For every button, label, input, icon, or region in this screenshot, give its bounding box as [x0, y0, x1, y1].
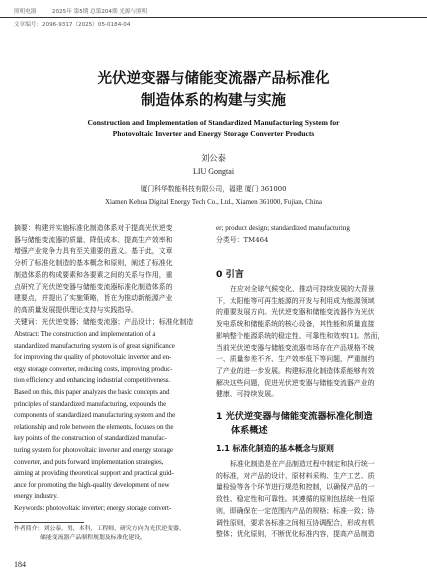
abstract-en-line: Based on this, this paper analyzes the basic concepts and [14, 387, 170, 396]
abstract-cn [14, 223, 206, 328]
intro-line: 健康、可持续发展。 [216, 390, 279, 399]
issue-info: 2025年 第5期 总第204期 光源与照明 [52, 9, 148, 15]
section1-line: 标准化制造是在产品制造过程中制定和执行统一 [230, 460, 375, 468]
abstract-en-line: key points of the construction of standardized manufac- [14, 434, 167, 443]
intro-line: 解决这些问题，促进光伏逆变器与储能变流器产业的 [216, 378, 375, 387]
abstract-en-line: for improving the quality of photovoltaic inverter and en- [14, 353, 172, 362]
section1-line: 调性原则，要求各标准之间相互协调配合，形成有机 [216, 518, 375, 527]
journal-name: 照明电器 [14, 9, 37, 15]
abstract-cn-line: 制造体系的构成要素和各要素之间的关系与作用，重 [14, 270, 173, 279]
abstract-en-line: converter, and puts forward implementation strategies, [14, 457, 164, 466]
abstract-en-line: Abstract: The construction and implementation of a [14, 330, 156, 338]
abstract-cn-line: 点研究了光伏逆变器与储能变流器标准化制造体系的 [14, 282, 173, 291]
intro-line: 一、质量参差不齐、生产效率低下等问题，严重制约 [216, 355, 375, 364]
intro-body [216, 284, 414, 401]
article-number: 文章编号：2096-9317（2025）05-0184-04 [14, 22, 131, 28]
section1-line: 的标准，对产品的设计、原材料采购、生产工艺、质 [216, 471, 375, 480]
abstract-cn-line: 增强产业竞争力具有至关重要的意义。基于此，文章 [14, 247, 173, 256]
abstract-cn-line: 摘要：构建并实施标准化制造体系对于提高光伏逆变 [14, 224, 173, 232]
abstract-en-line: aiming at providing theoretical support and practical guid- [14, 469, 174, 478]
keywords-en-continued: er; product design; standardized manufacturing [216, 224, 350, 232]
abstract-en-line: principles of standardized manufacturing, expounds the [14, 399, 167, 408]
affiliation-en: Xiamen Kehua Digital Energy Tech Co., Ltd., Xiamen 361000, Fujian, China [105, 198, 322, 206]
intro-line: 当前光伏逆变器与储能变流器市场存在产品规格不统 [216, 343, 375, 352]
intro-line: 了产业的进一步发展。构建标准化制造体系能够有效 [216, 366, 375, 375]
abstract-en [14, 329, 206, 515]
intro-line: 在应对全球气候变化、推动可持续发展的大背景 [230, 285, 375, 293]
section1-line: 致性、稳定性和可靠性。其遵循的原则包括统一性原 [216, 495, 375, 504]
author-en: LIU Gongtai [192, 167, 235, 176]
subsection-heading-1-1: 1.1 标准化制造的基本概念与原则 [216, 444, 334, 453]
section-heading-intro: 0 引言 [216, 269, 244, 280]
intro-line: 的重要发展方向。光伏逆变器和储能变流器作为光伏 [216, 308, 375, 317]
section1-line: 整体；优化原则，不断优化标准内容，提高产品制造 [216, 530, 375, 539]
abstract-cn-line: 建要点，并提出了实施策略，旨在为推动新能源产业 [14, 294, 173, 303]
abstract-en-line: energy industry. [14, 492, 58, 501]
section1-line: 则，即确保在一定范围内产品的规格；标准一致；协 [216, 506, 375, 515]
title-en-line1: Construction and Implementation of Standardized Manufacturing System for [87, 118, 340, 127]
title-cn-line1: 光伏逆变器与储能变流器产品标准化 [97, 71, 330, 87]
footnote-line: 作者简介：刘公泰，男，本科，工程师，研究方向为光伏逆变器、 [14, 526, 185, 532]
intro-line: 发电系统和储能系统的核心设备，其性能和质量直接 [216, 320, 375, 329]
abstract-en-line: ance for promoting the high-quality development of new [14, 480, 170, 489]
affiliation-cn: 厦门科华数能科技有限公司，福建 厦门 361000 [140, 185, 287, 193]
keywords-cn: 关键词：光伏逆变器；储能变流器；产品设计；标准化制造 [14, 317, 194, 326]
abstract-cn-line: 器与储能变流器的质量、降低成本、提高生产效率和 [14, 235, 173, 244]
keywords-en: Keywords: photovoltaic inverter; energy storage convert- [14, 503, 172, 512]
intro-line: 影响整个能源系统的稳定性、可靠性和效率[1]。然而， [216, 331, 385, 340]
classification-number: 分类号：TM464 [216, 236, 269, 244]
section-heading-1-line1: 1 光伏逆变器与储能变流器标准化制造 [216, 411, 373, 422]
author-bio [14, 525, 214, 543]
footnote-rule [14, 522, 84, 523]
abstract-cn-line: 的高质量发展提供理论支持与实践指导。 [14, 305, 139, 314]
header-rule [0, 17, 427, 18]
author-cn: 刘公泰 [200, 153, 227, 163]
intro-line: 下，太阳能等可再生能源的开发与利用成为能源领域 [216, 296, 375, 305]
abstract-en-line: standardized manufacturing system is of great significance [14, 341, 175, 350]
abstract-en-line: ergy storage converter, reducing costs, improving produc- [14, 364, 173, 373]
abstract-cn-line: 分析了标准化制造的基本概念和原则，阐述了标准化 [14, 259, 173, 268]
page-number: 184 [14, 560, 26, 569]
footnote-line: 储能变流器产品制程规划及标准化建设。 [40, 535, 147, 541]
abstract-en-line: turing system for photovoltaic inverter and energy storage [14, 445, 173, 454]
abstract-en-line: components of standardized manufacturing system and the [14, 411, 176, 420]
section1-body [216, 459, 414, 541]
section-heading-1 [216, 410, 414, 438]
abstract-en-line: relationship and role between the elements, focuses on the [14, 422, 174, 431]
abstract-en-line: tion efficiency and enhancing industrial competitiveness. [14, 376, 171, 385]
section-heading-1-line2: 体系概述 [231, 425, 268, 436]
title-cn-line2: 制造体系的构建与实施 [141, 93, 286, 109]
title-en-line2: Photovoltaic Inverter and Energy Storage Converter Products [112, 129, 315, 138]
section1-line: 量检验等各个环节进行规范和控制，以确保产品的一 [216, 483, 375, 492]
